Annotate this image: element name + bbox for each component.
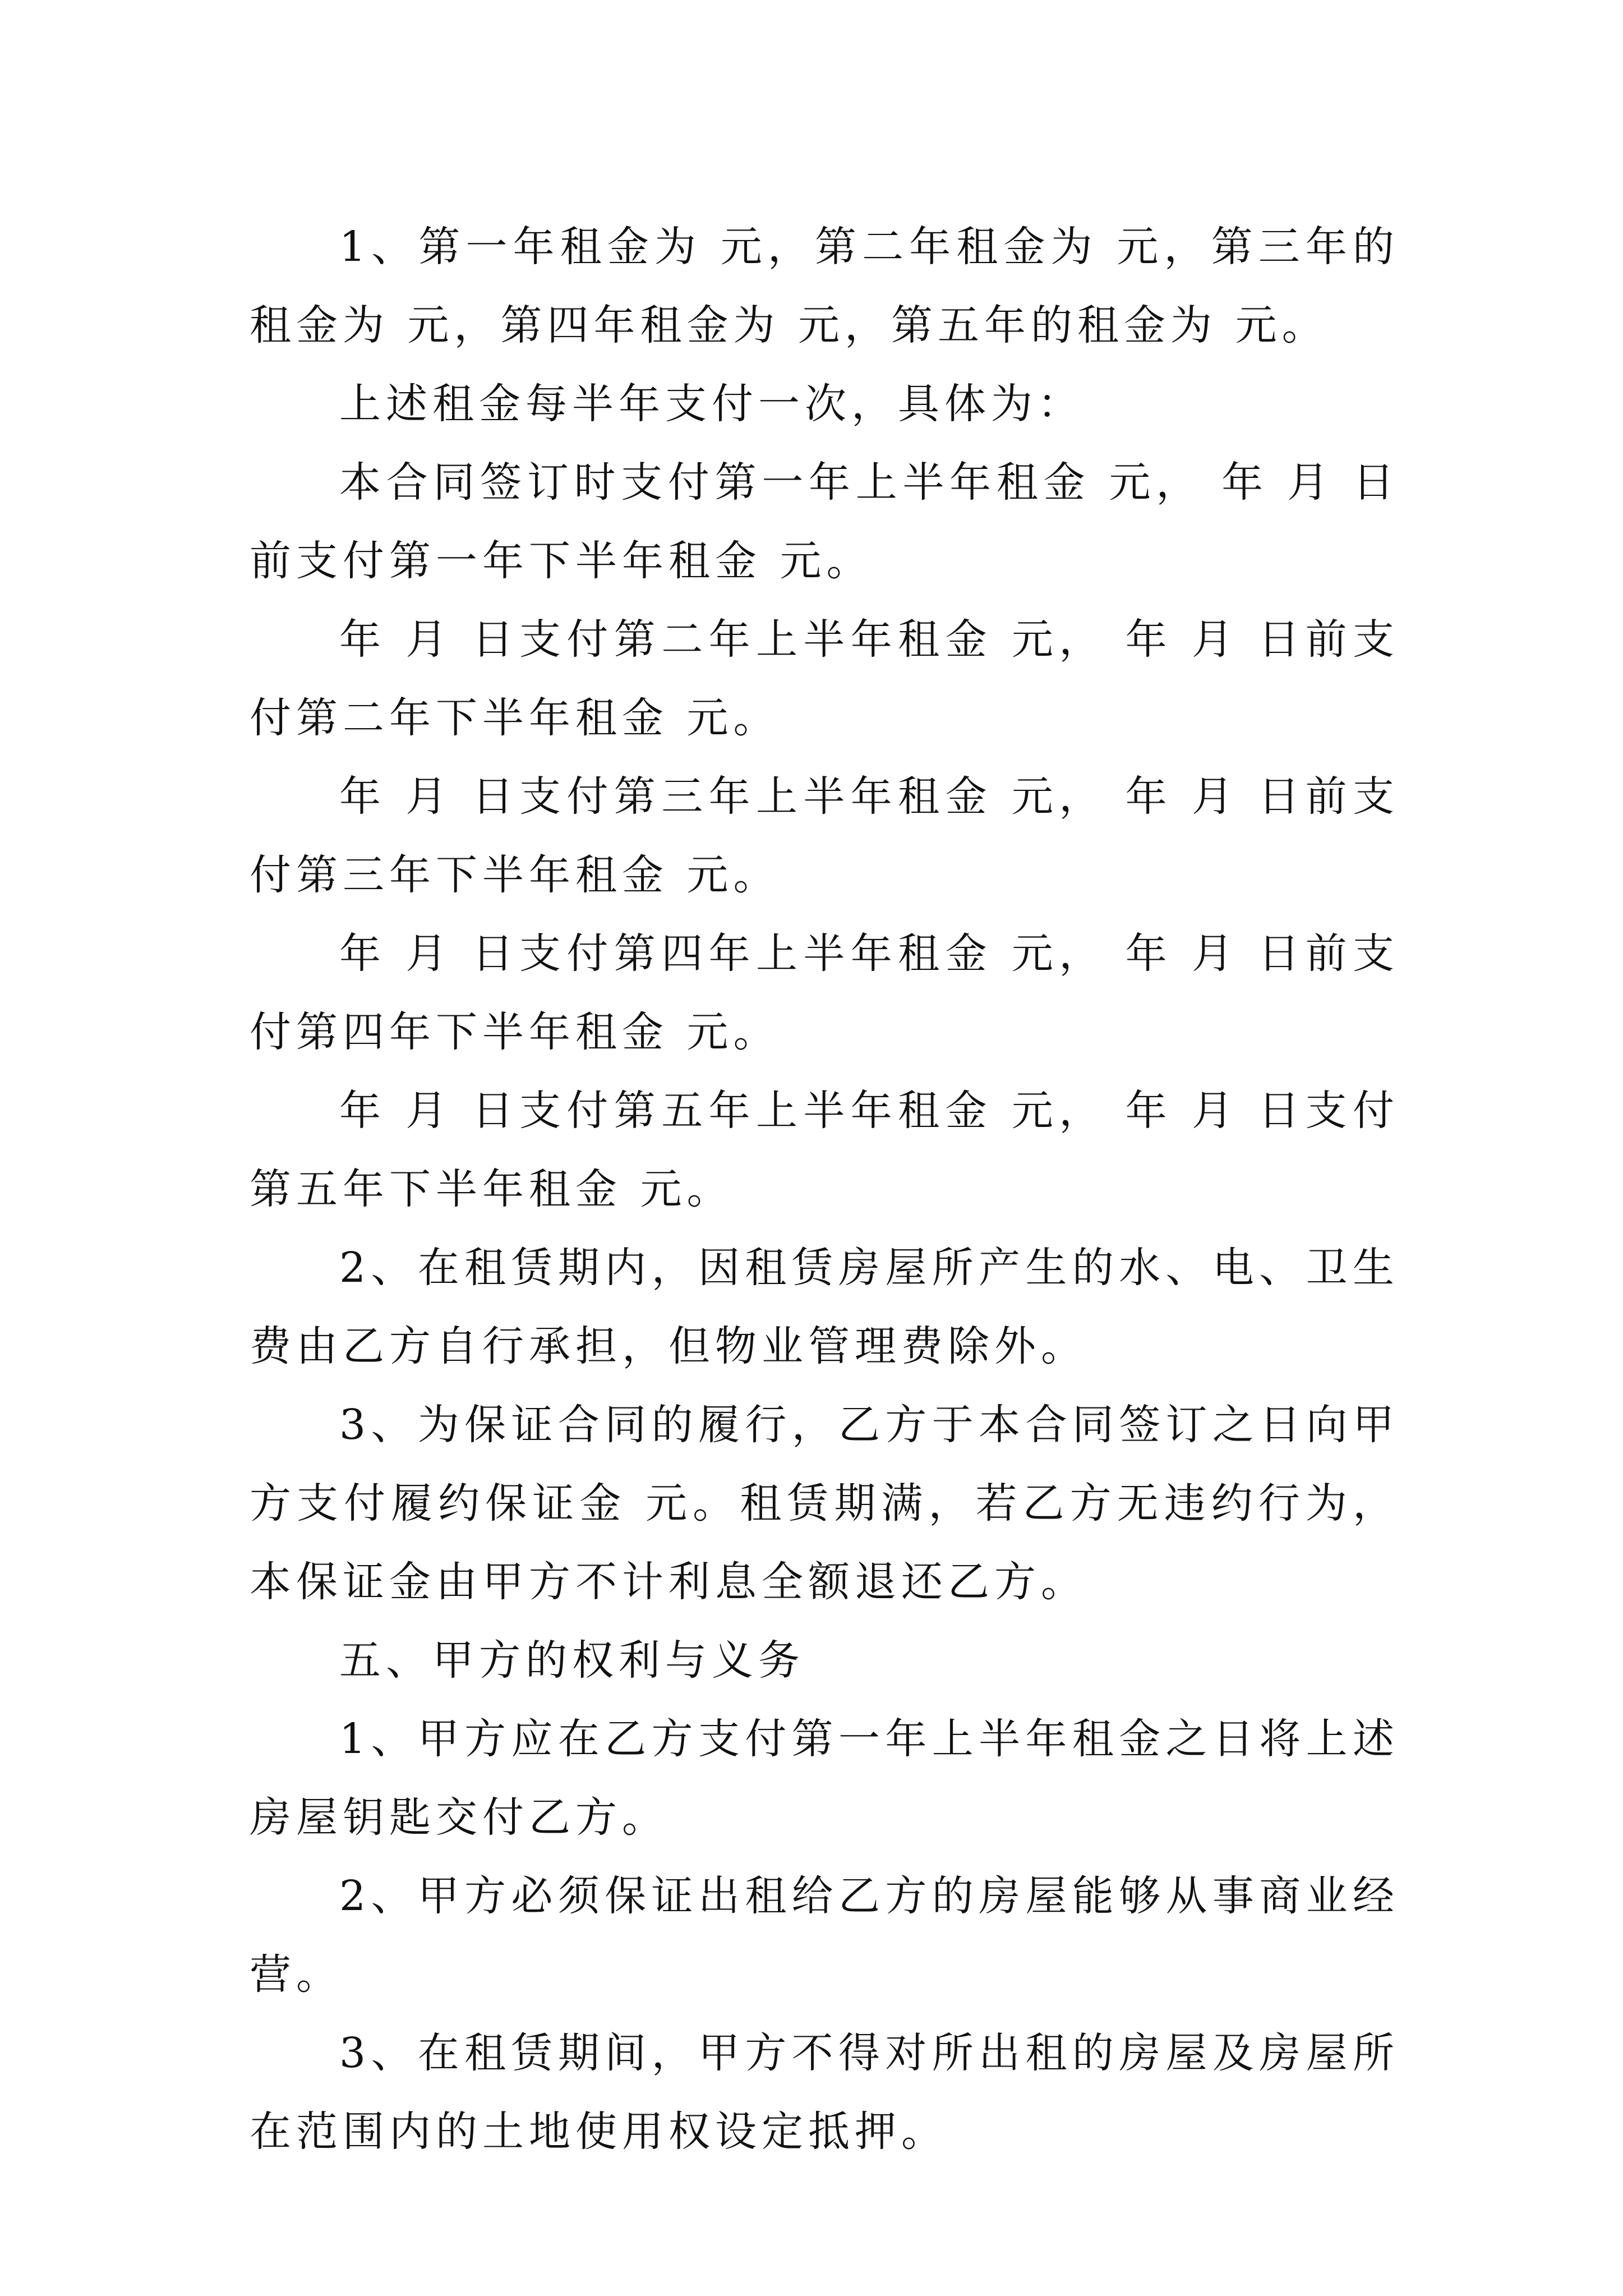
payment-year-4: 年 月 日支付第四年上半年租金 元， 年 月 日前支付第四年下半年租金 元。: [250, 930, 1399, 1056]
payment-year-2: 年 月 日支付第二年上半年租金 元， 年 月 日前支付第二年下半年租金 元。: [250, 615, 1399, 742]
landlord-commercial-use-clause: 2、甲方必须保证出租给乙方的房屋能够从事商业经营。: [250, 1872, 1399, 1999]
landlord-no-mortgage-clause: 3、在租赁期间，甲方不得对所出租的房屋及房屋所在范围内的土地使用权设定抵押。: [250, 2029, 1399, 2156]
document-body: [250, 208, 1399, 2171]
payment-year-1: 本合同签订时支付第一年上半年租金 元， 年 月 日前支付第一年下半年租金 元。: [250, 458, 1399, 585]
rent-amounts-clause: 1、第一年租金为 元，第二年租金为 元，第三年的租金为 元，第四年租金为 元，第五年的租金为 元。: [250, 223, 1399, 349]
landlord-key-handover-clause: 1、甲方应在乙方支付第一年上半年租金之日将上述房屋钥匙交付乙方。: [250, 1715, 1399, 1842]
payment-year-3: 年 月 日支付第三年上半年租金 元， 年 月 日前支付第三年下半年租金 元。: [250, 772, 1399, 899]
deposit-clause: 3、为保证合同的履行，乙方于本合同签订之日向甲方支付履约保证金 元。租赁期满，若乙方无违约行为，本保证金由甲方不计利息全额退还乙方。: [250, 1401, 1399, 1606]
payment-schedule-intro: 上述租金每半年支付一次，具体为：: [339, 380, 1084, 428]
section-heading-landlord: 五、甲方的权利与义务: [339, 1636, 805, 1685]
utilities-clause: 2、在租赁期内，因租赁房屋所产生的水、电、卫生费由乙方自行承担，但物业管理费除外。: [250, 1244, 1399, 1370]
payment-year-5: 年 月 日支付第五年上半年租金 元， 年 月 日支付第五年下半年租金 元。: [250, 1087, 1399, 1213]
